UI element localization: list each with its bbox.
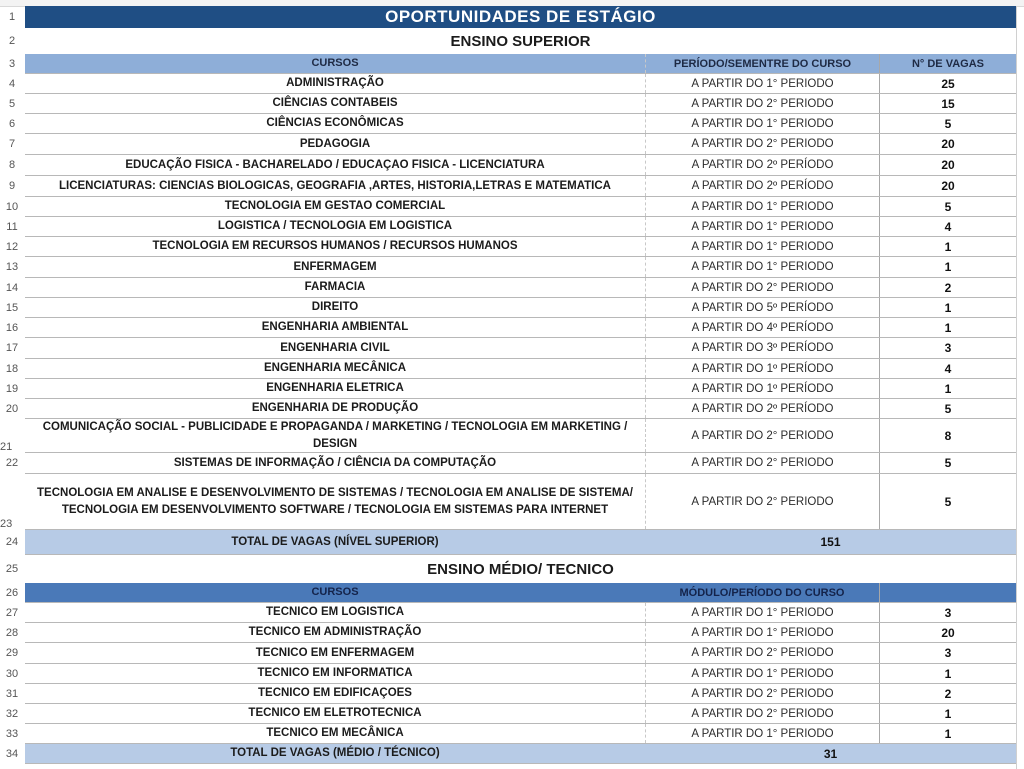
row-number[interactable]: 25 — [5, 563, 19, 575]
period-cell[interactable]: A PARTIR DO 2° PERIODO — [645, 453, 880, 473]
right-border — [1016, 6, 1017, 769]
column-headers-medio — [25, 583, 1016, 603]
total-row-superior — [25, 530, 1016, 555]
row-number[interactable]: 12 — [5, 241, 19, 253]
section-heading-medio: ENSINO MÉDIO/ TECNICO — [427, 560, 614, 578]
vacancies-cell[interactable]: 25 — [941, 76, 955, 91]
course-cell[interactable]: DIREITO — [311, 301, 359, 314]
table-row — [25, 155, 1016, 176]
vacancies-cell[interactable]: 3 — [944, 646, 952, 660]
table-row — [25, 399, 1016, 419]
period-cell[interactable]: A PARTIR DO 2° PERIODO — [645, 643, 880, 663]
header-cursos: CURSOS — [311, 585, 359, 598]
course-cell[interactable]: ENGENHARIA DE PRODUÇÃO — [251, 402, 419, 415]
row-number[interactable]: 11 — [6, 221, 18, 233]
row-number[interactable]: 21 — [0, 441, 13, 453]
vacancies-cell[interactable]: 4 — [944, 219, 952, 234]
period-cell[interactable]: A PARTIR DO 1° PERIODO — [645, 114, 880, 133]
header-periodo: PERÍODO/SEMENTRE DO CURSO — [645, 54, 880, 73]
course-cell[interactable]: CIÊNCIAS ECONÔMICAS — [266, 117, 404, 130]
total-label: TOTAL DE VAGAS (MÉDIO / TÉCNICO) — [230, 747, 440, 760]
vacancies-cell[interactable]: 5 — [944, 494, 952, 509]
row-number[interactable]: 2 — [8, 35, 16, 47]
period-cell[interactable]: A PARTIR DO 1° PERIODO — [645, 664, 880, 683]
course-cell[interactable]: FARMACIA — [304, 281, 366, 294]
section-heading-superior: ENSINO SUPERIOR — [450, 32, 591, 50]
vacancies-cell[interactable]: 5 — [944, 401, 952, 416]
table-row — [25, 704, 1016, 724]
course-cell[interactable]: ENGENHARIA CIVIL — [280, 341, 390, 354]
row-number[interactable]: 9 — [8, 180, 16, 192]
vacancies-cell[interactable]: 15 — [941, 96, 955, 111]
row-number[interactable]: 23 — [0, 518, 13, 530]
vacancies-cell[interactable]: 8 — [944, 428, 952, 443]
vacancies-cell[interactable]: 3 — [944, 605, 952, 620]
row-number[interactable]: 17 — [5, 342, 19, 354]
vacancies-cell[interactable]: 2 — [944, 280, 952, 295]
vacancies-cell[interactable]: 1 — [944, 260, 952, 274]
vacancies-cell[interactable]: 3 — [944, 341, 952, 355]
vacancies-cell[interactable]: 1 — [944, 381, 952, 396]
row-number[interactable]: 30 — [5, 668, 19, 680]
table-row — [25, 474, 1016, 530]
period-cell[interactable]: A PARTIR DO 5º PERÍODO — [645, 298, 880, 317]
row-number[interactable]: 24 — [5, 536, 19, 548]
period-cell[interactable]: A PARTIR DO 2º PERÍODO — [645, 155, 880, 175]
table-row — [25, 684, 1016, 704]
row-number[interactable]: 26 — [5, 587, 19, 599]
row-number[interactable]: 16 — [5, 322, 19, 334]
table-row — [25, 359, 1016, 379]
vacancies-cell[interactable]: 5 — [944, 116, 952, 131]
table-row — [25, 217, 1016, 237]
row-number[interactable]: 3 — [8, 58, 16, 70]
header-vagas: N° DE VAGAS — [911, 57, 985, 70]
period-cell[interactable]: A PARTIR DO 3º PERÍODO — [645, 338, 880, 358]
period-cell[interactable]: A PARTIR DO 1° PERIODO — [645, 724, 880, 743]
table-row — [25, 379, 1016, 399]
table-row — [25, 278, 1016, 298]
vacancies-cell[interactable]: 20 — [941, 137, 955, 151]
row-number[interactable]: 22 — [5, 457, 19, 469]
row-number[interactable]: 1 — [8, 11, 16, 23]
row-number[interactable]: 6 — [8, 118, 16, 130]
course-cell[interactable]: TECNICO EM ENFERMAGEM — [255, 646, 415, 659]
vacancies-cell[interactable]: 1 — [944, 239, 952, 254]
table-row — [25, 114, 1016, 134]
row-number[interactable]: 33 — [5, 728, 19, 740]
period-cell[interactable]: A PARTIR DO 2° PERIODO — [645, 94, 880, 113]
header-empty — [880, 583, 1016, 602]
row-number[interactable]: 5 — [8, 98, 16, 110]
period-cell[interactable]: A PARTIR DO 2º PERÍODO — [645, 176, 880, 196]
course-cell[interactable]: CIÊNCIAS CONTABEIS — [272, 97, 398, 110]
row-number[interactable]: 10 — [5, 201, 19, 213]
period-cell[interactable]: A PARTIR DO 1° PERIODO — [645, 623, 880, 642]
table-row — [25, 74, 1016, 94]
course-cell[interactable]: ENGENHARIA MECÂNICA — [263, 362, 407, 375]
course-cell[interactable]: TECNOLOGIA EM GESTAO COMERCIAL — [224, 200, 446, 213]
row-number[interactable]: 27 — [5, 607, 19, 619]
period-cell[interactable]: A PARTIR DO 1º PERÍODO — [645, 359, 880, 378]
course-cell[interactable]: ADMINISTRAÇÃO — [286, 77, 384, 90]
course-cell[interactable]: ENGENHARIA AMBIENTAL — [261, 321, 409, 334]
row-number[interactable]: 13 — [5, 261, 19, 273]
course-cell[interactable]: TECNICO EM INFORMATICA — [257, 667, 413, 680]
table-row — [25, 257, 1016, 278]
column-headers-superior — [25, 54, 1016, 74]
period-cell[interactable]: A PARTIR DO 2° PERIODO — [645, 134, 880, 154]
vacancies-cell[interactable]: 1 — [944, 300, 952, 315]
period-cell[interactable]: A PARTIR DO 1° PERIODO — [645, 257, 880, 277]
table-row — [25, 453, 1016, 474]
total-value: 151 — [820, 535, 841, 549]
row-number[interactable]: 15 — [5, 302, 19, 314]
vacancies-cell[interactable]: 20 — [941, 179, 955, 193]
vacancies-cell[interactable]: 1 — [944, 320, 952, 335]
period-cell[interactable]: A PARTIR DO 2º PERÍODO — [645, 399, 880, 418]
period-cell[interactable]: A PARTIR DO 1° PERIODO — [645, 197, 880, 216]
period-cell[interactable]: A PARTIR DO 2° PERIODO — [645, 278, 880, 297]
period-cell[interactable]: A PARTIR DO 1° PERIODO — [645, 603, 880, 622]
table-row — [25, 643, 1016, 664]
course-cell[interactable]: TECNOLOGIA EM RECURSOS HUMANOS / RECURSOS HUMANOS — [152, 240, 518, 253]
title-banner: OPORTUNIDADES DE ESTÁGIO — [25, 6, 1016, 28]
table-row — [25, 176, 1016, 197]
row-number[interactable]: 31 — [5, 688, 19, 700]
period-cell[interactable]: A PARTIR DO 2° PERIODO — [645, 419, 880, 452]
course-cell[interactable]: TECNOLOGIA EM ANALISE E DESENVOLVIMENTO DE SISTEMAS / TECNOLOGIA EM ANALISE DE SISTEMA/ TECNOLOGIA EM DESENVOLVIMENTO SOFTWARE / TECNOLOGIA EM SISTEMAS PARA INTERNET — [37, 486, 633, 516]
row-number[interactable]: 7 — [8, 138, 16, 150]
course-cell[interactable]: TECNICO EM ADMINISTRAÇÃO — [248, 626, 422, 639]
row-number[interactable]: 28 — [5, 627, 19, 639]
table-row — [25, 237, 1016, 257]
table-row — [25, 134, 1016, 155]
table-row — [25, 623, 1016, 643]
course-cell[interactable]: ENGENHARIA ELETRICA — [266, 382, 404, 395]
period-cell[interactable]: A PARTIR DO 4º PERÍODO — [645, 318, 880, 337]
table-row — [25, 664, 1016, 684]
period-cell[interactable]: A PARTIR DO 2° PERIODO — [645, 474, 880, 529]
header-cursos: CURSOS — [311, 56, 359, 69]
course-cell[interactable]: TECNICO EM MECÂNICA — [266, 727, 404, 740]
total-row-medio — [25, 744, 1016, 764]
period-cell[interactable]: A PARTIR DO 1º PERÍODO — [645, 379, 880, 398]
row-number[interactable]: 29 — [5, 647, 19, 659]
table-row — [25, 338, 1016, 359]
row-number[interactable]: 4 — [8, 78, 16, 90]
vacancies-cell[interactable]: 1 — [944, 706, 952, 721]
period-cell[interactable]: A PARTIR DO 1° PERIODO — [645, 74, 880, 93]
row-number[interactable]: 19 — [5, 383, 19, 395]
period-cell[interactable]: A PARTIR DO 2° PERIODO — [645, 704, 880, 723]
course-cell[interactable]: TECNICO EM ELETROTECNICA — [248, 707, 422, 720]
table-row — [25, 603, 1016, 623]
row-number[interactable]: 18 — [5, 363, 19, 375]
table-row — [25, 94, 1016, 114]
header-modulo: MÓDULO/PERÍODO DO CURSO — [645, 583, 880, 602]
total-label: TOTAL DE VAGAS (NÍVEL SUPERIOR) — [231, 535, 439, 548]
course-cell[interactable]: EDUCAÇÃO FISICA - BACHARELADO / EDUCAÇAO FISICA - LICENCIATURA — [125, 158, 545, 171]
period-cell[interactable]: A PARTIR DO 1° PERIODO — [645, 217, 880, 236]
vacancies-cell[interactable]: 20 — [941, 158, 955, 172]
course-cell[interactable]: SISTEMAS DE INFORMAÇÃO / CIÊNCIA DA COMPUTAÇÃO — [173, 456, 497, 469]
course-cell[interactable]: TECNICO EM EDIFICAÇOES — [258, 687, 412, 700]
course-cell[interactable]: LICENCIATURAS: CIENCIAS BIOLOGICAS, GEOGRAFIA ,ARTES, HISTORIA,LETRAS E MATEMATICA — [58, 179, 611, 192]
table-row — [25, 724, 1016, 744]
row-number[interactable]: 34 — [5, 748, 19, 760]
course-cell[interactable]: TECNICO EM LOGISTICA — [266, 606, 404, 619]
vacancies-cell[interactable]: 1 — [944, 726, 952, 741]
course-cell[interactable]: LOGISTICA / TECNOLOGIA EM LOGISTICA — [217, 220, 453, 233]
table-row — [25, 197, 1016, 217]
period-cell[interactable]: A PARTIR DO 1° PERIODO — [645, 237, 880, 256]
vacancies-cell[interactable]: 1 — [944, 666, 952, 681]
vacancies-cell[interactable]: 2 — [944, 686, 952, 701]
row-number[interactable]: 8 — [8, 159, 16, 171]
vacancies-cell[interactable]: 5 — [944, 199, 952, 214]
row-number[interactable]: 32 — [5, 708, 19, 720]
row-number[interactable]: 14 — [5, 282, 19, 294]
course-cell[interactable]: COMUNICAÇÃO SOCIAL - PUBLICIDADE E PROPAGANDA / MARKETING / TECNOLOGIA EM MARKETING / DESIGN — [42, 420, 628, 450]
total-value: 31 — [823, 746, 838, 761]
row-number[interactable]: 20 — [5, 403, 19, 415]
course-cell[interactable]: PEDAGOGIA — [299, 137, 371, 150]
course-cell[interactable]: ENFERMAGEM — [293, 260, 377, 273]
vacancies-cell[interactable]: 4 — [944, 361, 952, 376]
vacancies-cell[interactable]: 5 — [944, 456, 952, 470]
table-row — [25, 298, 1016, 318]
table-row — [25, 318, 1016, 338]
table-row — [25, 419, 1016, 453]
period-cell[interactable]: A PARTIR DO 2° PERIODO — [645, 684, 880, 703]
vacancies-cell[interactable]: 20 — [941, 625, 955, 640]
